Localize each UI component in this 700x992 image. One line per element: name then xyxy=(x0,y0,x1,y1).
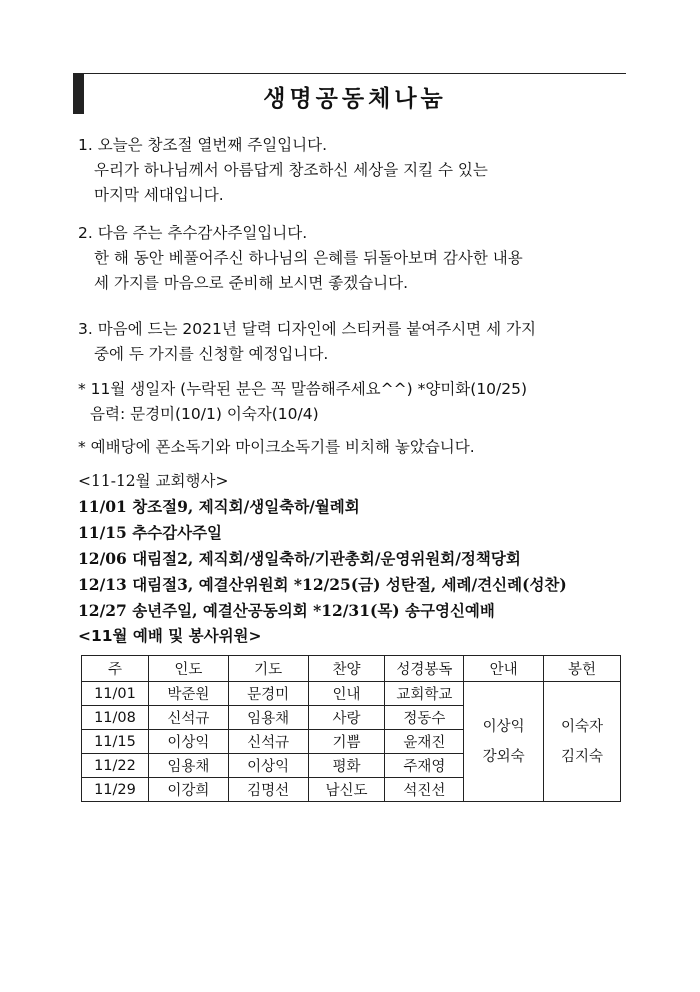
table-cell: 석진선 xyxy=(385,778,464,802)
table-cell: 정동수 xyxy=(385,706,464,730)
notice-2-line-3: 세 가지를 마음으로 준비해 보시면 좋겠습니다. xyxy=(94,274,409,292)
notice-2-line-2: 한 해 동안 베풀어주신 하나님의 은혜를 뒤돌아보며 감사한 내용 xyxy=(94,249,523,267)
guide-name: 강외숙 xyxy=(482,748,525,765)
column-header: 안내 xyxy=(464,656,544,682)
schedule-table xyxy=(81,655,621,802)
guide-cell xyxy=(464,682,544,802)
event-item: 12/27 송년주일, 예결산공동의회 *12/31(목) 송구영신예배 xyxy=(78,601,495,620)
sanitizer-line: * 예배당에 폰소독기와 마이크소독기를 비치해 놓았습니다. xyxy=(78,438,475,456)
column-header: 성경봉독 xyxy=(385,656,464,682)
column-header: 기도 xyxy=(228,656,308,682)
column-header: 주 xyxy=(82,656,149,682)
event-item: 12/13 대림절3, 예결산위원회 *12/25(금) 성탄절, 세례/견신례(성찬) xyxy=(78,575,567,594)
table-cell: 박준원 xyxy=(148,682,228,706)
table-cell: 11/15 xyxy=(82,730,149,754)
column-header: 인도 xyxy=(148,656,228,682)
notice-1-line-3: 마지막 세대입니다. xyxy=(94,186,224,204)
notice-3 xyxy=(78,317,536,367)
table-cell: 신석규 xyxy=(228,730,308,754)
offering-name: 김지숙 xyxy=(561,748,604,765)
event-item: 12/06 대림절2, 제직회/생일축하/기관총회/운영위원회/정책당회 xyxy=(78,549,521,568)
birthday-line-1: * 11월 생일자 (누락된 분은 꼭 말씀해주세요^^) *양미화(10/25) xyxy=(78,380,528,398)
notice-2-line-1: 2. 다음 주는 추수감사주일입니다. xyxy=(78,224,308,242)
column-header: 찬양 xyxy=(308,656,385,682)
table-cell: 이상익 xyxy=(148,730,228,754)
table-row xyxy=(82,682,621,706)
notice-3-line-2: 중에 두 가지를 신청할 예정입니다. xyxy=(94,345,329,363)
table-cell: 이강희 xyxy=(148,778,228,802)
table-header-row xyxy=(82,656,621,682)
table-cell: 신석규 xyxy=(148,706,228,730)
page-header xyxy=(73,73,626,114)
header-accent-bar xyxy=(73,74,84,114)
birthday-line-2: 음력: 문경미(10/1) 이숙자(10/4) xyxy=(90,405,319,423)
table-cell: 문경미 xyxy=(228,682,308,706)
notice-1 xyxy=(78,133,488,208)
notice-2 xyxy=(78,221,523,296)
table-cell: 인내 xyxy=(308,682,385,706)
table-cell: 임용채 xyxy=(148,754,228,778)
guide-name: 이상익 xyxy=(482,718,525,735)
table-cell: 11/01 xyxy=(82,682,149,706)
sanitizer-notice xyxy=(78,435,475,460)
table-cell: 11/22 xyxy=(82,754,149,778)
table-cell: 평화 xyxy=(308,754,385,778)
schedule-heading: <11월 예배 및 봉사위원> xyxy=(78,627,262,645)
page-title: 생명공동체나눔 xyxy=(263,86,447,112)
table-cell: 윤재진 xyxy=(385,730,464,754)
table-cell: 사랑 xyxy=(308,706,385,730)
notice-1-line-1: 1. 오늘은 창조절 열번째 주일입니다. xyxy=(78,136,328,154)
table-cell: 11/08 xyxy=(82,706,149,730)
notice-3-line-1: 3. 마음에 드는 2021년 달력 디자인에 스티커를 붙여주시면 세 가지 xyxy=(78,320,536,338)
offering-cell xyxy=(544,682,621,802)
table-cell: 김명선 xyxy=(228,778,308,802)
event-item: 11/15 추수감사주일 xyxy=(78,523,223,542)
table-cell: 남신도 xyxy=(308,778,385,802)
table-cell: 기쁨 xyxy=(308,730,385,754)
column-header: 봉헌 xyxy=(544,656,621,682)
events-heading: <11-12월 교회행사> xyxy=(78,472,229,490)
event-item: 11/01 창조절9, 제직회/생일축하/월례회 xyxy=(78,497,360,516)
table-cell: 임용채 xyxy=(228,706,308,730)
events-section xyxy=(78,468,567,624)
birthday-notice xyxy=(78,377,527,427)
table-cell: 교회학교 xyxy=(385,682,464,706)
table-cell: 11/29 xyxy=(82,778,149,802)
offering-name: 이숙자 xyxy=(561,718,604,735)
table-cell: 주재영 xyxy=(385,754,464,778)
table-cell: 이상익 xyxy=(228,754,308,778)
notice-1-line-2: 우리가 하나님께서 아름답게 창조하신 세상을 지킬 수 있는 xyxy=(94,161,488,179)
